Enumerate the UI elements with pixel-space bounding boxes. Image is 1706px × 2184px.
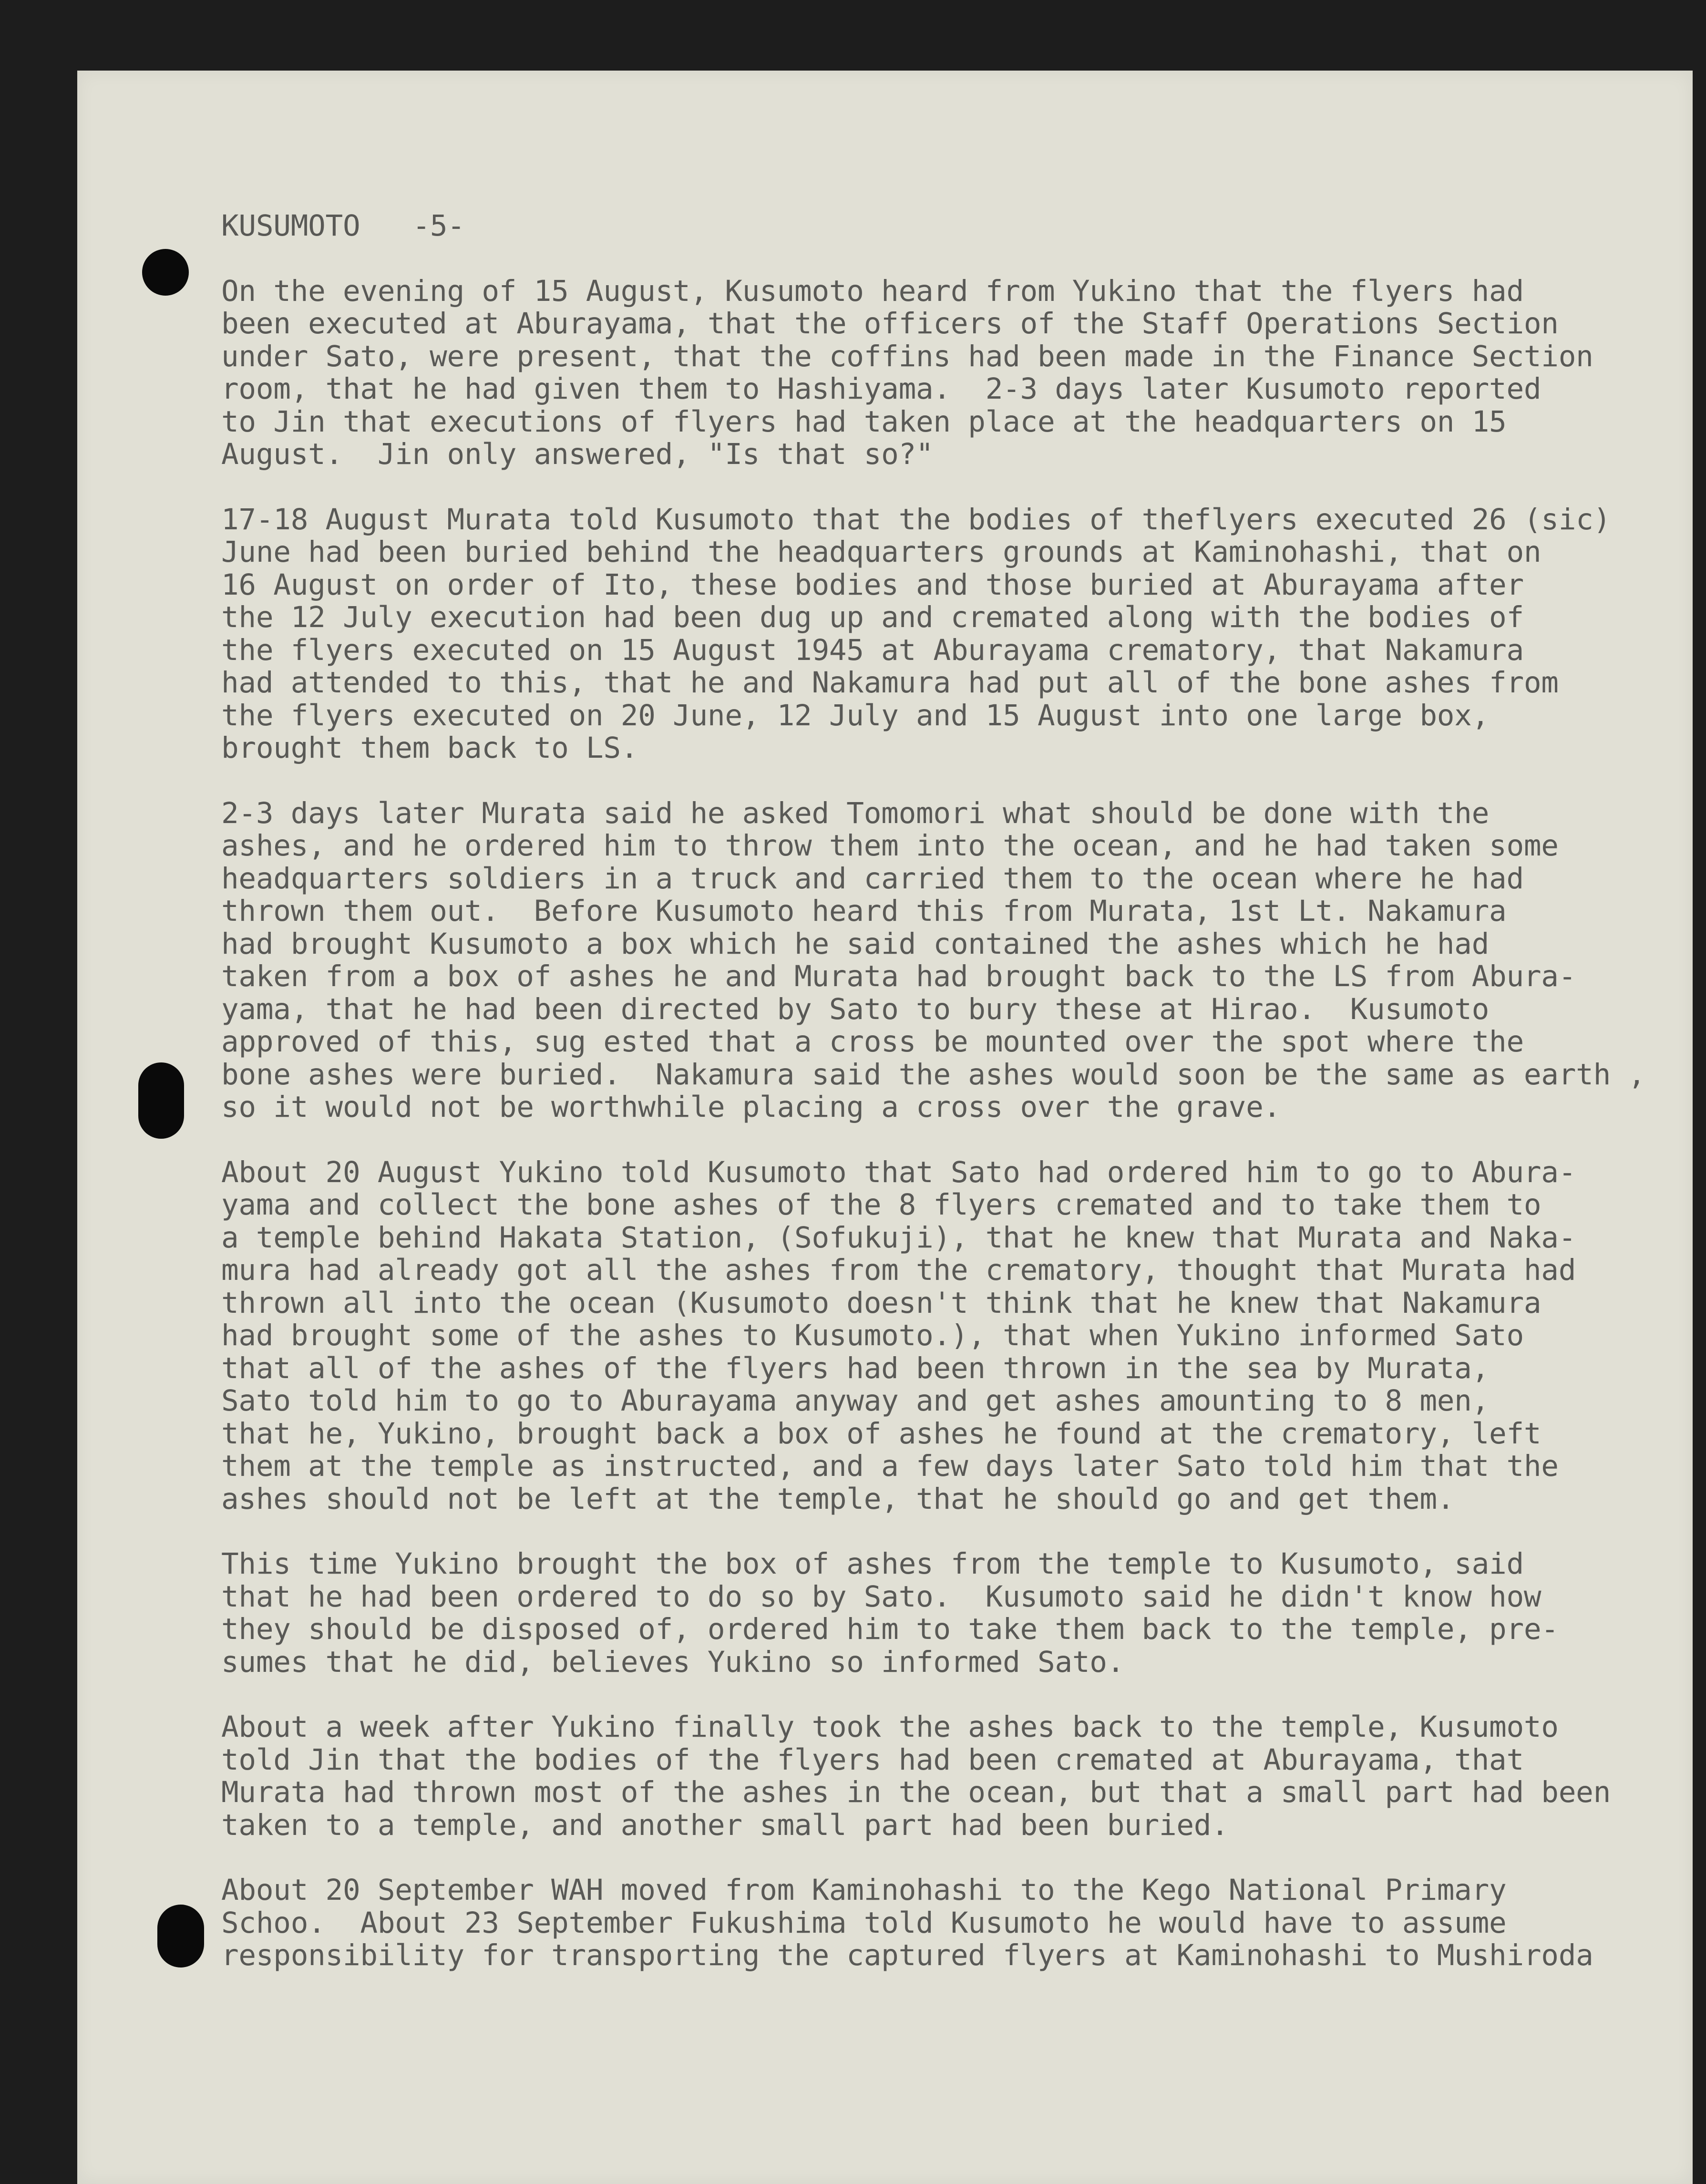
body-paragraphs <box>221 274 1645 1972</box>
header-name: KUSUMOTO <box>221 209 360 243</box>
text-line: August. Jin only answered, "Is that so?" <box>221 437 934 471</box>
text-line: them at the temple as instructed, and a few days later Sato told him that the <box>221 1449 1559 1483</box>
text-line: that he had been ordered to do so by Sato. Kusumoto said he didn't know how <box>221 1579 1542 1614</box>
punch-hole-middle <box>138 1062 184 1139</box>
text-line: About a week after Yukino finally took the ashes back to the temple, Kusumoto <box>221 1710 1559 1744</box>
text-line: mura had already got all the ashes from the crematory, thought that Murata had <box>221 1253 1576 1287</box>
text-line: that all of the ashes of the flyers had been thrown in the sea by Murata, <box>221 1351 1490 1385</box>
text-line: responsibility for transporting the captured flyers at Kaminohashi to Mushiroda <box>221 1938 1593 1972</box>
text-line: the flyers executed on 20 June, 12 July and 15 August into one large box, <box>221 698 1490 732</box>
text-line: told Jin that the bodies of the flyers had been cremated at Aburayama, that <box>221 1742 1524 1777</box>
text-line: brought them back to LS. <box>221 731 638 765</box>
text-line: had attended to this, that he and Nakamura had put all of the bone ashes from <box>221 666 1559 700</box>
text-line: that he, Yukino, brought back a box of ashes he found at the crematory, left <box>221 1416 1542 1451</box>
text-line: the flyers executed on 15 August 1945 at Aburayama crematory, that Nakamura <box>221 633 1524 667</box>
page-header <box>221 210 1604 243</box>
paragraph <box>221 1710 1611 1842</box>
page-number: -5- <box>412 209 465 243</box>
text-line: yama and collect the bone ashes of the 8 flyers cremated and to take them to <box>221 1188 1542 1222</box>
text-line: thrown all into the ocean (Kusumoto doesn't think that he knew that Nakamura <box>221 1286 1542 1320</box>
text-line: sumes that he did, believes Yukino so informed Sato. <box>221 1645 1125 1679</box>
text-line: taken from a box of ashes he and Murata had brought back to the LS from Abura- <box>221 959 1576 993</box>
text-line: On the evening of 15 August, Kusumoto heard from Yukino that the flyers had <box>221 274 1524 308</box>
paragraph <box>221 1548 1604 1679</box>
punch-hole-top <box>142 249 189 296</box>
text-line: they should be disposed of, ordered him to take them back to the temple, pre- <box>221 1612 1559 1646</box>
text-line: room, that he had given them to Hashiyama. 2-3 days later Kusumoto reported <box>221 372 1542 406</box>
text-line: Schoo. About 23 September Fukushima told Kusumoto he would have to assume <box>221 1906 1507 1940</box>
text-line: Sato told him to go to Aburayama anyway and get ashes amounting to 8 men, <box>221 1384 1490 1418</box>
text-line: been executed at Aburayama, that the officers of the Staff Operations Section <box>221 307 1559 340</box>
text-line: June had been buried behind the headquarters grounds at Kaminohashi, that on <box>221 535 1542 569</box>
text-line: so it would not be worthwhile placing a cross over the grave. <box>221 1090 1281 1124</box>
text-line: had brought some of the ashes to Kusumoto.), that when Yukino informed Sato <box>221 1319 1524 1352</box>
text-line: thrown them out. Before Kusumoto heard this from Murata, 1st Lt. Nakamura <box>221 894 1507 928</box>
text-line: taken to a temple, and another small part had been buried. <box>221 1808 1229 1842</box>
paragraph <box>221 1874 1604 1972</box>
text-line: approved of this, sug ested that a cross be mounted over the spot where the <box>221 1025 1524 1059</box>
paragraph <box>221 1156 1604 1516</box>
paragraph <box>221 502 1611 765</box>
text-line: yama, that he had been directed by Sato to bury these at Hirao. Kusumoto <box>221 992 1490 1026</box>
text-line: 16 August on order of Ito, these bodies and those buried at Aburayama after <box>221 567 1524 602</box>
text-line: 2-3 days later Murata said he asked Tomomori what should be done with the <box>221 796 1490 830</box>
text-line: ashes, and he ordered him to throw them into the ocean, and he had taken some <box>221 829 1559 863</box>
text-line: About 20 August Yukino told Kusumoto that Sato had ordered him to go to Abura- <box>221 1155 1576 1189</box>
text-line: a temple behind Hakata Station, (Sofukuji), that he knew that Murata and Naka- <box>221 1220 1576 1255</box>
paragraph <box>221 796 1645 1124</box>
text-line: had brought Kusumoto a box which he said contained the ashes which he had <box>221 927 1490 961</box>
text-line: the 12 July execution had been dug up and cremated along with the bodies of <box>221 600 1524 634</box>
text-line: bone ashes were buried. Nakamura said the ashes would soon be the same as earth , <box>221 1057 1645 1092</box>
text-line: Murata had thrown most of the ashes in the ocean, but that a small part had been <box>221 1775 1611 1809</box>
typed-text <box>221 209 1645 2005</box>
paragraph <box>221 275 1604 471</box>
text-line: About 20 September WAH moved from Kaminohashi to the Kego National Primary <box>221 1873 1507 1907</box>
text-line: This time Yukino brought the box of ashes from the temple to Kusumoto, said <box>221 1547 1524 1581</box>
text-line: headquarters soldiers in a truck and carried them to the ocean where he had <box>221 861 1524 896</box>
text-line: under Sato, were present, that the coffins had been made in the Finance Section <box>221 339 1593 373</box>
punch-hole-bottom <box>157 1905 204 1968</box>
text-line: 17-18 August Murata told Kusumoto that the bodies of theflyers executed 26 (sic) <box>221 502 1611 536</box>
text-line: ashes should not be left at the temple, that he should go and get them. <box>221 1482 1455 1516</box>
text-line: to Jin that executions of flyers had taken place at the headquarters on 15 <box>221 404 1507 439</box>
